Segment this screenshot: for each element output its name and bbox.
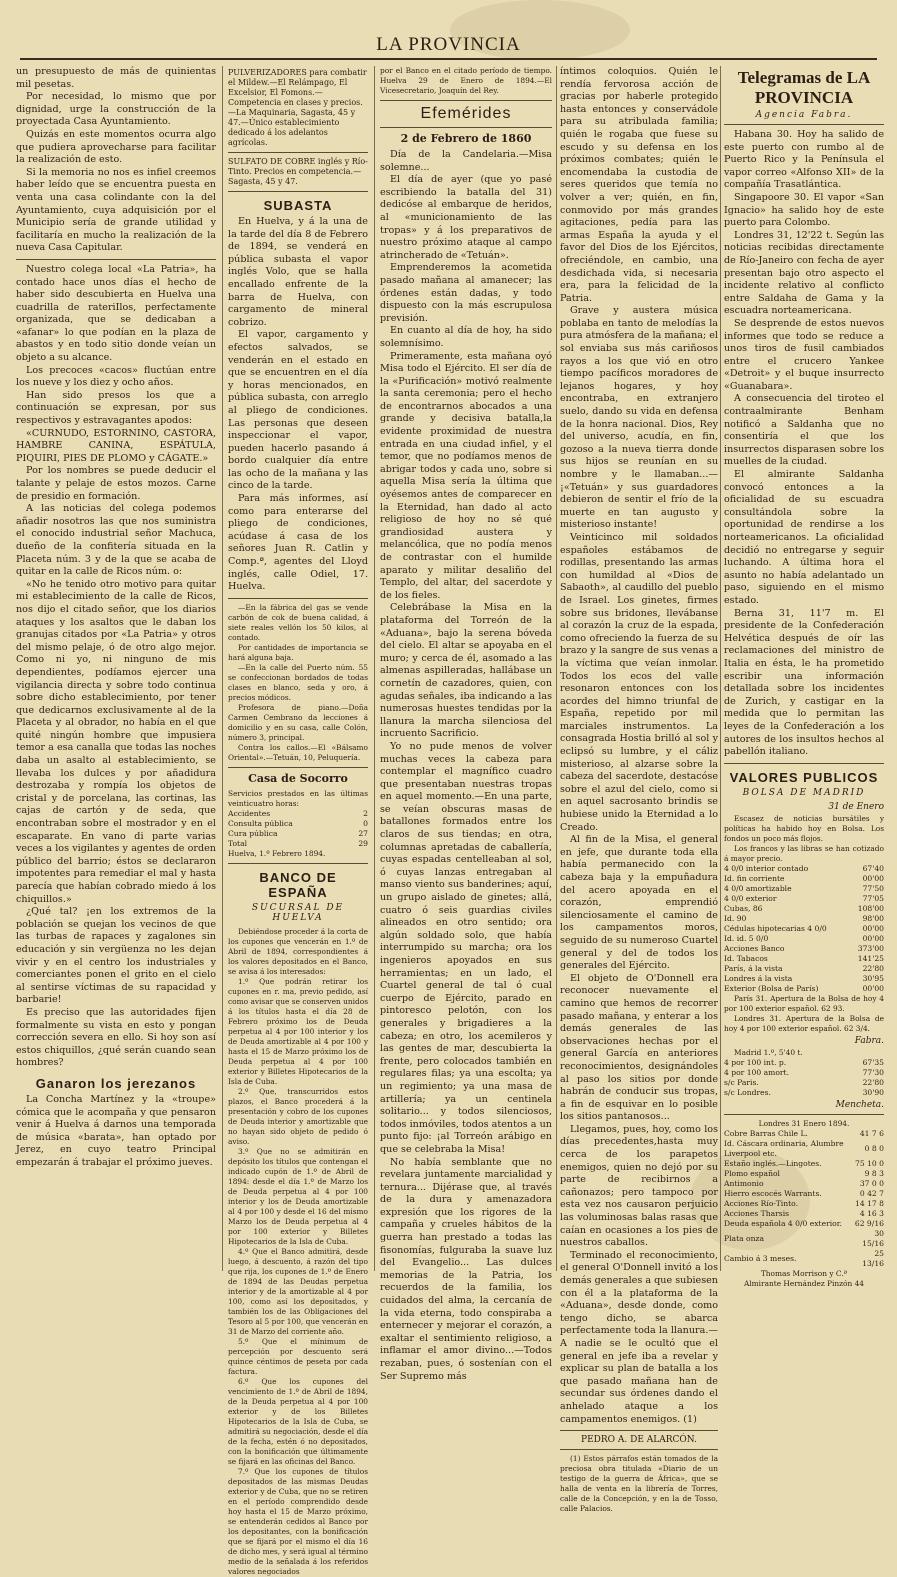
article-paragraph: Terminado el reconocimiento, el general O'Donnell invitó a los demás generales a que subiesen con él a la plataforma de la «Aduana», desde donde, como tengo dicho, se abarca perfectamente toda la llanura.—A nadie se le ocultó que el general en jefe iba a revelar y explicar su plan de batalla a los que pasado mañana han de secundar sus órdenes dando el anhelado ataque a los campamentos enemigos. (1)	[560, 1249, 718, 1425]
row-value: 77'30	[862, 1067, 884, 1077]
row-value: 00'00	[862, 983, 884, 993]
article-paragraph: El vapor, cargamento y efectos salvados, se venderán en el estado en que se encuentren en el día y horas mencionados, en pública subasta, con arreglo al pliego de condiciones. Las personas que deseen inspeccionar el vapor, pueden hacerlo pasando á bordo cualquier día entre las ocho de la mañana y las cinco de la tarde.	[228, 329, 368, 492]
row-label: Londres á la vista	[724, 973, 793, 983]
section-subheading: Agencia Fabra.	[755, 110, 853, 120]
quote-date: 31 de Enero	[828, 801, 884, 812]
row-value: 77'05	[862, 893, 884, 903]
article-paragraph: Veinticinco mil soldados españoles estábamos de rodillas, presentando las armas con humildad al «Dios de Sabaoth», al caudillo del pueblo de Israel. Los ginetes, firmes sobre sus bridones, llevábanse al corazón la cruz de la espada, como ofreciendo la fuerza de su brazo y la sangre de sus venas a la víctima que veían inmolar. Todos los ecos del valle resonaron entonces con los acordes del himno triunfal de España, repetido por mil marciales instrumentos. La consagrada Hostia brilló al sol y eclipsó su lumbre, y el cáliz misterioso, al alzarse sobre la cabeza del sacerdote, destacóse sobre el azul del cielo, como si en aquel sacrosanto brindis se hubiese unido la Eternidad a lo Creado.	[560, 531, 718, 833]
row-value: 75 10 0	[855, 1158, 884, 1168]
telegram-paragraph: A consecuencia del tiroteo el contraalmirante Benham notificó a Saldanha que no consentiría el que los insurrectos disparasen sobre los muelles de la ciudad.	[724, 393, 884, 468]
table-row	[724, 1058, 884, 1068]
table-row	[228, 819, 368, 829]
row-label: 4 0/0 amortizable	[724, 883, 792, 893]
notice: por el Banco en el citado período de tiempo. Huelva 29 de Enero de 1894.—El Vicesecretario, Joaquín del Rey.	[380, 66, 552, 95]
notice: 5.º Que el mínimum de percepción por descuento será quince céntimos de peseta por cada factura.	[228, 1336, 368, 1376]
row-label: 4 por 100 int. p.	[724, 1057, 787, 1067]
table-row	[228, 809, 368, 819]
market-note: Los francos y las libras se han cotizado á mayor precio.	[724, 843, 884, 863]
socorro-title: Casa de Socorro	[248, 771, 348, 785]
article-paragraph: íntimos coloquios. Quién le rendía fervorosa acción de gracias por haberle protegido hasta entonces y conservádole para su atribulada familia; quién le rogaba que fuese su escudo y su defensa en los próximos combates; quién le encomendaba la custodia de seres queridos que temía no volver a ver; quién, en fin, conmovido por más grandes agitaciones, pedía para las armas España la ayuda y el favor del Dios de los Ejércitos, ofreciéndole, en cambio, una desdichada vida, si necesaria era, para la felicidad de la Patria.	[560, 66, 718, 304]
row-label: 4 0/0 exterior	[724, 893, 777, 903]
section-heading: Efemérides	[420, 105, 512, 122]
market-note: París 31. Apertura de la Bolsa de hoy 4 por 100 exterior español. 62 93.	[724, 993, 884, 1013]
row-label: Consulta pública	[228, 818, 293, 828]
table-row	[724, 1139, 884, 1159]
table-row	[724, 974, 884, 984]
telegram-paragraph: El almirante Saldanha convocó entonces a la oficialidad de su escuadra consultándola sobre la oportunidad de rendirse a los norteamericanos. La oficialidad decidió no entregarse y seguir luchando. A última hora el asunto no había adelantado un paso, siguiendo en el mismo estado.	[724, 469, 884, 606]
row-value: 37 0 0	[859, 1178, 884, 1188]
separator	[228, 767, 368, 768]
notice: Contra los callos.—El «Bálsamo Oriental».—Tetuán, 10, Peluquería.	[228, 742, 368, 762]
table-row	[724, 1169, 884, 1179]
article-paragraph: Grave y austera música poblaba en tanto de melodías la pura atmósfera de la mañana; el sol enviaba sus más cariñosos rayos a los que vió en otro tiempo pacíficos moradores de lejanos hogares, y hoy encontraba, en extranjero suelo, dando su vida en defensa de la honra nacional. Dios, Rey del universo, acudía, en fin, gozoso a la nueva tierra donde sus hijos se reunían en su nombre y le llamaban...—¡«Tetuán» y sus guardadores debieron de sentir el frío de la muerte en tan augusto y misterioso instante!	[560, 305, 718, 531]
row-value: 29	[358, 838, 368, 848]
socorro-intro: Servicios prestados en las últimas veinticuatro horas:	[228, 788, 368, 808]
article-paragraph: El objeto de O'Donnell era reconocer nuevamente el camino que hemos de recorrer pasado mañana, y enterar a los demás generales de las observaciones hechas por el general García en anteriores reconocimientos, designándoles al paso los sitios por donde habrán de conducir sus tropas, a fin de esquivar en lo posible los sitios pantanosos...	[560, 972, 718, 1123]
telegram-paragraph: Singapoore 30. El vapor «San Ignacio» ha salido hoy de este puerto para Colombo.	[724, 191, 884, 229]
row-label: Cura pública	[228, 828, 278, 838]
column-2	[228, 66, 368, 1576]
section-heading: SUBASTA	[263, 198, 333, 213]
footnote: (1) Estos párrafos están tomados de la preciosa obra titulada «Diario de un testigo de la guerra de África», que se halla de venta en la librería de Torres, calle de la Concepción, y en la de Tosso, calle Palacios.	[560, 1454, 718, 1514]
table-row	[724, 964, 884, 974]
notice: 6.º Que los cupones del vencimiento de 1.º de Abril de 1894, de la Deuda perpetua al 4 por 100 exterior y de los Billetes Hipotecarios de la Isla de Cuba, se admitirá su negociación, desde el día de la fecha, estén ó no depositados, con la bonificación que últimamente se fijará en las oficinas del Banco.	[228, 1376, 368, 1466]
row-value: 373'00	[857, 943, 884, 953]
article-paragraph: Por los nombres se puede deducir el talante y pelaje de estos mozos. Carne de presidio en formación.	[16, 465, 216, 502]
table-row	[724, 1199, 884, 1209]
notice: 3.º Que no se admitirán en depósito los títulos que contengan el indicado cupón de 1.º de Abril de 1894: desde el día 1.º de Marzo los de Deuda perpetua al 4 por 100 interior y los de Deuda amortizable al 4 por 100 y desde el 16 del mismo Marzo los de Deuda perpetua al 4 por 100 exterior y Billetes Hipotecarios de la Isla de Cuba.	[228, 1146, 368, 1246]
table-row	[724, 914, 884, 924]
column-4	[560, 66, 718, 1514]
article-paragraph: Al fin de la Misa, el general en jefe, que durante toda ella había permanecido con la cabeza baja y la empuñadura del acero apoyada en el corazón, emprendió silenciosamente el camino de los campamentos moros, seguido de su numeroso Cuartel general y del de todos los generales del Ejército.	[560, 834, 718, 972]
table-row	[724, 884, 884, 894]
table-row	[724, 1078, 884, 1088]
separator	[560, 1449, 718, 1450]
notice: Por cantidades de importancia se hará alguna baja.	[228, 642, 368, 662]
notice: —En la calle del Puerto núm. 55 se confeccionan bordados de todas clases en blanco, seda y oro, á precios módicos.	[228, 662, 368, 702]
separator	[380, 100, 552, 101]
notice: Debiéndose proceder á la corta de los cupones que vencerán en 1.º de Abril de 1894, correspondientes á los valores depositados en el Banco, se avisa á los interesados:	[228, 926, 368, 976]
notice: —En la fábrica del gas se vende carbón de cok de buena calidad, á siete reales vellón los 50 kilos, al contado.	[228, 602, 368, 642]
table-row	[724, 1219, 884, 1229]
article-paragraph: Los precoces «cacos» fluctúan entre los nueve y los diez y ocho años.	[16, 364, 216, 389]
row-label: Exterior (Bolsa de París)	[724, 983, 819, 993]
row-value: 30'95	[862, 973, 884, 983]
separator	[16, 259, 216, 260]
article-paragraph: Para más informes, así como para enterarse del pliego de condiciones, acúdase á casa de los señores Juan R. Catlin y Comp.ª, agentes del Lloyd inglés, calle Odiel, 17. Huelva.	[228, 493, 368, 593]
row-value: 30 15/16	[862, 1228, 884, 1248]
row-label: París, á la vista	[724, 963, 783, 973]
table-row	[228, 839, 368, 849]
row-value: 108'00	[857, 903, 884, 913]
table-row	[724, 1229, 884, 1249]
row-label: Accidentes	[228, 808, 271, 818]
row-label: Acciones Banco	[724, 943, 785, 953]
row-value: 41 7 6	[859, 1128, 884, 1138]
telegram-paragraph: Se desprende de estos nuevos informes que todo se reduce a unos tiros de fusil cambiados entre el crucero Yankee «Detroit» y el buque insurrecto «Guanabara».	[724, 317, 884, 392]
row-label: Cobre Barras Chile L.	[724, 1128, 808, 1138]
article-paragraph: Primeramente, esta mañana oyó Misa todo el Ejército. El ser día de la «Purificación» motivó realmente la santa ceremonia; pero el hecho de encontrarnos abocados a una grande y decisiva batalla,la evidente proximidad de nuestra entrada en una ciudad infiel, y el temor, que no podíamos menos de abrigar todos y cada uno, sobre si aquella Misa sería la última que oyésemos antes de comparecer en la Eternidad, han dado al acto religioso de hoy no sé qué grandiosidad austera y melancólica, que no podía menos de contrastar con el humilde aparato y militar desaliño del Templo, del altar, del sacerdote y de los fieles.	[380, 350, 552, 601]
row-label: Id. 90	[724, 913, 747, 923]
row-label: Plata onza	[724, 1233, 765, 1243]
row-label: Cambio á 3 meses.	[724, 1253, 797, 1263]
row-value: 141'25	[857, 953, 884, 963]
socorro-table	[228, 809, 368, 849]
row-label: Id. Cáscara ordinaria, Alumbre Liverpool etc.	[724, 1138, 844, 1158]
telegram-paragraph: Habana 30. Hoy ha salido de este puerto con rumbo al de Puerto Rico y la Península el vapor correo «Alfonso XII» de la compañía Trasatlántica.	[724, 129, 884, 191]
row-label: Id. Tabacos	[724, 953, 768, 963]
telegram-paragraph: Londres 31, 12'22 t. Según las noticias recibidas directamente de Río-Janeiro con fecha de ayer presentan bajo otro aspecto el incidente relativo al conflicto entre Saldaha de Gama y la escuadra norteamericana.	[724, 229, 884, 317]
separator	[228, 152, 368, 153]
table-row	[724, 954, 884, 964]
row-label: Estaño inglés.—Lingotes.	[724, 1158, 822, 1168]
agency-signature: Mencheta.	[835, 1099, 884, 1110]
firm-address: Almirante Hernández Pinzón 44	[743, 1278, 865, 1288]
row-label: Plomo español	[724, 1168, 780, 1178]
table-row	[724, 1068, 884, 1078]
separator	[724, 763, 884, 764]
table-row	[724, 894, 884, 904]
row-label: 4 0/0 interior contado	[724, 863, 809, 873]
row-value: 00'00	[862, 933, 884, 943]
row-label: Id. fin corriente	[724, 873, 785, 883]
row-value: 67'35	[862, 1057, 884, 1067]
article-paragraph: Yo no pude menos de volver muchas veces la cabeza para contemplar el magnífico cuadro que presentaban nuestras tropas en aquel momento.—En una parte, se veían obscuras masas de batallones formados entre los claros de sus tiendas; en otra, columnas apretadas de caballería, cuyas espadas centelleaban al sol, ó cuyas lanzas entregaban al manso viento sus banderines; aquí, un grupo aislado de ginetes; allá, cuatro ó seis guardias civiles alineados en otro sentido; ora algún soldado solo, que había interrumpido su marcha; ora los ingenieros apoyados en sus herramientas; en un lado, el Cuartel general de tal ó cual cuerpo de Ejército, parado en pintoresco pelotón, con los generales y brigadieres a la cabeza; en otro, los acemileros y las gentes de mar, descubierta la frente, pero colocados también en regulares filas; ya una escolta; ya un regimiento; ya una masa de artillería; ya un centinela solitario... y todos silenciosos, todos inmóviles, todos atentos a un punto fijo: ¡al Torreón arábigo en que se celebraba la Misa!	[380, 740, 552, 1155]
row-value: 00'00	[862, 923, 884, 933]
market-note: Escasez de noticias bursátiles y políticas ha habido hoy en Bolsa. Los fondos un poco más flojos.	[724, 813, 884, 843]
section-subheading: BOLSA DE MADRID	[742, 787, 866, 798]
table-row	[724, 1179, 884, 1189]
row-value: 2	[363, 808, 368, 818]
separator	[228, 598, 368, 599]
advertisement: SULFATO DE COBRE inglés y Río-Tinto. Precios en competencia.—Sagasta, 45 y 47.	[228, 157, 368, 186]
row-value: 22'80	[862, 963, 884, 973]
separator	[228, 191, 368, 192]
separator	[724, 1114, 884, 1115]
article-paragraph: Por necesidad, lo mismo que por dignidad, urge la construcción de la proyectada Casa Ayuntamiento.	[16, 91, 216, 128]
row-value: 00'00	[862, 873, 884, 883]
article-paragraph: Han sido presos los que a continuación se expresan, por sus respectivos y estravagantes apodos:	[16, 389, 216, 427]
market-note: Madrid 1.º, 5'40 t.	[734, 1047, 803, 1057]
article-paragraph: La Concha Martínez y la «troupe» cómica que le acompaña y que pensaron venir á Huelva á darnos una temporada de música «barata», han optado por Jerez, en cuyo teatro Principal empezarán á trabajar el próximo jueves.	[16, 1093, 216, 1168]
table-row	[724, 1088, 884, 1098]
article-paragraph: El día de ayer (que yo pasé escribiendo la batalla del 31) dedicóse al embarque de heridos, al «municionamiento de las tropas» y á los preparativos de nuestro próximo ataque al campo atrincherado de «Tetuán».	[380, 174, 552, 261]
table-row	[724, 1189, 884, 1199]
quotes-table	[724, 864, 884, 994]
row-label: Antimonio	[724, 1178, 764, 1188]
article-paragraph: Llegamos, pues, hoy, como los días precedentes,hasta muy cerca de los parapetos enemigos, quien no dejó por su parte de recibirnos a cañonazos; pero tampoco por esta vez nos causaron perjuicio las voluminosas balas rasas que caían en ocasiones a los pies de nuestros caballos.	[560, 1123, 718, 1249]
article-paragraph: ¿Qué tal? ¡en los extremos de la población se quejan los vecinos de que las turbas de rapaces y zagalones sin educación y sin vergüenza no les dejan vivir y en el centro los industriales y comerciantes ponen el grito en el cielo al sentirse víctimas de su rapacidad y barbarie!	[16, 906, 216, 1006]
article-paragraph: Si la memoria no nos es infiel creemos haber leído que se encuentra puesta en venta una casa colindante con la del Ayuntamiento, cuya adquisición por el Municipio sería de grande utilidad y facilitaría en mucho la realización de la nueva Casa Capitular.	[16, 166, 216, 254]
column-divider	[556, 66, 557, 1271]
row-label: Id. id. 5 0/0	[724, 933, 769, 943]
table-row	[724, 1209, 884, 1219]
column-3	[380, 66, 552, 1382]
market-note: Londres 31 Enero 1894.	[758, 1118, 850, 1128]
article-paragraph: «CURNUDO, ESTORNINO, CASTORA, HAMBRE CANINA, ESPÁTULA, PIQUIRI, PIES DE PLOMO y CÁGATE.»	[16, 427, 216, 464]
article-paragraph: Nuestro colega local «La Patria», ha contado hace unos días el hecho de haber sido descubierta en Huelva una cuadrilla de rateriIlos, perfectamente organizada, que se dedicaban a «afanar» lo que podían en la plaza de abastos y en todo sitio donde veían un objeto a su alcance.	[16, 263, 216, 364]
column-divider	[222, 66, 223, 1271]
separator	[724, 124, 884, 125]
article-paragraph: Día de la Candelaria.—Misa solemne...	[380, 149, 552, 173]
notice: Profesora de piano.—Doña Carmen Cembrano da lecciones á domicilio y en su casa, calle Colón, número 3, principal.	[228, 702, 368, 742]
article-paragraph: A las noticias del colega podemos añadir nosotros las que nos suministra el conocido industrial señor Machuca, dueño de la confitería situada en la Placeta núm. 3 y de la que se acaba de quitar en la calle de Ricos núm. o:	[16, 503, 216, 578]
row-label: Acciones Tharsis	[724, 1208, 790, 1218]
notice: 4.º Que el Banco admitirá, desde luego, á descuento, á razón del tipo que rija, los cupones de 1.º de Enero de 1894 de las Deudas perpetua interior y de la amortizable al 4 por 100, como así los depositados, y también los de las Obligaciones del Tesoro al 5 por 100, que vencerán en 31 de Marzo del corriente año.	[228, 1246, 368, 1336]
table-row	[724, 1129, 884, 1139]
section-heading: Ganaron los jerezanos	[35, 1075, 197, 1091]
row-value: 77'50	[862, 883, 884, 893]
separator	[228, 863, 368, 864]
socorro-date: Huelva, 1.º Febrero 1894.	[228, 848, 326, 858]
row-label: Deuda española 4 0/0 exterior.	[724, 1218, 842, 1228]
table-row	[724, 934, 884, 944]
section-heading: BANCO DE ESPAÑA	[259, 869, 337, 900]
row-label: Acciones Río-Tinto.	[724, 1198, 798, 1208]
article-paragraph: No había semblante que no revelara juntamente marcialidad y ternura... Dijérase que, al través de la dura y amenazadora expresión que los rigores de la campaña y crueles hábitos de la guerra han prestado a todas las fisonomías, fulguraba la suave luz del Evangelio... Las dulces memorias de la Patria, los recuerdos de la familia, los cuidados del alma, la cercanía de la vida eterna, todo conspiraba a enternecer y mejorar el corazón, a exaltar el sentimiento religioso, a inflamar el amor divino...—Todos rezaban, pues, ó sostenían con el Ser Supremo más	[380, 1156, 552, 1382]
advertisement: PULVERIZADORES para combatir el Mildew.—El Relámpago, El Excelsior, El Fomons.—Competencia en clases y precios.—La Maquinaria, Sagasta, 45 y 47.—Único establecimiento dedicado á los adelantos agrícolas.	[228, 68, 367, 147]
agency-signature: Fabra.	[854, 1035, 884, 1046]
firm-name: Thomas Morrison y C.ª	[760, 1268, 848, 1278]
section-heading: Telegramas de LA PROVINCIA	[737, 68, 871, 107]
row-value: 14 17 8	[855, 1198, 884, 1208]
notice: 2.º Que, transcurridos estos plazos, el Banco procederá á la presentación y cobro de los cupones de Deuda interior y amortizable que no hayan sido objeto de pedido ó aviso.	[228, 1086, 368, 1146]
column-5	[724, 66, 884, 1288]
section-heading: VALORES PUBLICOS	[729, 769, 879, 785]
author-signature: PEDRO A. DE ALARCÓN.	[581, 1435, 697, 1446]
newspaper-title: LA PROVINCIA	[376, 34, 521, 55]
separator	[380, 127, 552, 128]
row-value: 9 8 3	[864, 1168, 884, 1178]
table-row	[724, 904, 884, 914]
notice: 1.º Que podrán retirar los cupones en r. ma, previo pedido, así como avisar que se conserven unidos á los títulos hasta el día 28 de Febrero próximo los de Deuda perpetua al 4 por 100 interior y los de Deuda amortizable al 4 por 100 y hasta el 15 de Marzo próximo los de Deuda perpetua al 4 por 100 exterior y Billetes Hipotecarios de la Isla de Cuba.	[228, 976, 368, 1086]
quotes-table	[724, 1058, 884, 1098]
separator	[560, 1430, 718, 1431]
article-paragraph: En cuanto al día de hoy, ha sido solemnísimo.	[380, 325, 552, 349]
column-1	[16, 66, 216, 1271]
row-label: Cubas, 86	[724, 903, 763, 913]
table-row	[724, 864, 884, 874]
quotes-table	[724, 1129, 884, 1269]
row-label: Total	[228, 838, 248, 848]
column-divider	[720, 66, 721, 1271]
masthead-rule	[20, 58, 877, 60]
table-row	[724, 1249, 884, 1269]
row-value: 22'80	[862, 1077, 884, 1087]
row-label: 4 por 100 amort.	[724, 1067, 790, 1077]
article-paragraph: Emprenderemos la acometida pasado mañana al amanecer; las órdenes están dadas, y todo dispuesto con la más escrupulosa previsión.	[380, 262, 552, 324]
row-value: 4 16 3	[859, 1208, 884, 1218]
table-row	[724, 944, 884, 954]
row-value: 0 8 0	[864, 1143, 884, 1153]
column-divider	[374, 66, 375, 1271]
notice: 7.º Que los cupones de títulos depositados de las mismas Deudas exterior y de Cuba, que no se retiren en el período comprendido desde hoy hasta el 15 de Marzo próximo, se entenderán cedidos al Banco por los depositantes, con la bonificación que se fijará por el mismo el día 16 de dicho mes, y será igual al término medio de la señalada á los referidos valores negociados	[228, 1466, 368, 1576]
article-paragraph: Celebrábase la Misa en la plataforma del Torreón de la «Aduana», bajo la serena bóveda del cielo. El altar se apoyaba en el muro; y cerca de él, asomado a las almenas aspilleradas, hallábase un cornetín de cazadores, quien, con agudas señales, iba indicando a las numerosas huestes tendidas por la llanura la marcha silenciosa del incruento Sacrificio.	[380, 602, 552, 740]
article-paragraph: Quizás en este momentos ocurra algo que pudiera aprovecharse para facilitar la realización de esto.	[16, 128, 216, 166]
row-value: 67'40	[862, 863, 884, 873]
row-value: 0 42 7	[859, 1188, 884, 1198]
table-row	[724, 874, 884, 884]
row-label: Hierro escocés Warrants.	[724, 1188, 822, 1198]
efemerides-date: 2 de Febrero de 1860	[400, 132, 532, 145]
row-label: s/c Paris.	[724, 1077, 759, 1087]
row-label: s/c Londres.	[724, 1087, 771, 1097]
table-row	[724, 1159, 884, 1169]
article-paragraph: En Huelva, y á la una de la tarde del día 8 de Febrero de 1894, se venderá en pública subasta el vapor inglés Volo, que se halla encallado enfrente de la barra de Huelva, con cargamento de mineral cobrizo.	[228, 216, 368, 328]
article-paragraph: un presupuesto de más de quinientas mil pesetas.	[16, 66, 216, 90]
row-label: Cédulas hipotecarias 4 0/0	[724, 923, 827, 933]
table-row	[724, 924, 884, 934]
masthead	[0, 0, 897, 64]
row-value: 98'00	[862, 913, 884, 923]
table-row	[228, 829, 368, 839]
row-value: 27	[358, 828, 368, 838]
market-note: Londres 31. Apertura de la Bolsa de hoy 4 por 100 exterior español. 62 3/4.	[724, 1013, 884, 1033]
table-row	[724, 984, 884, 994]
article-paragraph: Es preciso que las autoridades fijen formalmente su vista en esto y pongan corrección severa en ello. Si hoy son así estos chiquillos, ¿qué serán cuando sean hombres?	[16, 1006, 216, 1069]
telegram-paragraph: Berna 31, 11'7 m. El presidente de la Confederación Helvética después de oír las reclamaciones del ministro de Italia en ésta, le ha prometido escribir una información detallada sobre los incidentes de Zurich, y castigar en la medida que lo permitan las leyes de la Confederación a los autores de los insultos hechos al pabellón italiano.	[724, 607, 884, 758]
row-value: 30'90	[862, 1087, 884, 1097]
row-value: 0	[363, 818, 368, 828]
article-paragraph: «No he tenido otro motivo para quitar mi establecimiento de la calle de Ricos, nos dijo el citado señor, que los diarios ataques y los asaltos que le daban los granujas citados por «La Patria» y otros del mismo pelaje, ó de otro algo mejor. Como ni yo, ni ninguno de mis dependientes, podíamos ejercer una vigilancia directa y sobre todo continua sobre dicho establecimiento, por tener que dedicarnos exclusivamente al de la Placeta y al obrador, no había en el que quité ningún hombre que impusiera temor a esa canalla que todas las noches daba un asalto al establecimiento, se llevaba los dulces y por añadidura destrozaba y rompía los objetos de cristal y de porcelana, las cortinas, las cajas de cartón y de seda, que encontraban sobre el mostrador y en el escaparate. En vano di parte varias veces a los vigilantes y agentes de orden público del barrio; éstos se declararon impotentes para remediar el mal y hasta parecía que habían cobrado miedo á los chiquillos.»	[16, 578, 216, 905]
row-value: 62 9/16	[854, 1218, 884, 1228]
section-subheading: SUCURSAL DE HUELVA	[251, 902, 345, 923]
row-value: 25 13/16	[862, 1248, 884, 1268]
